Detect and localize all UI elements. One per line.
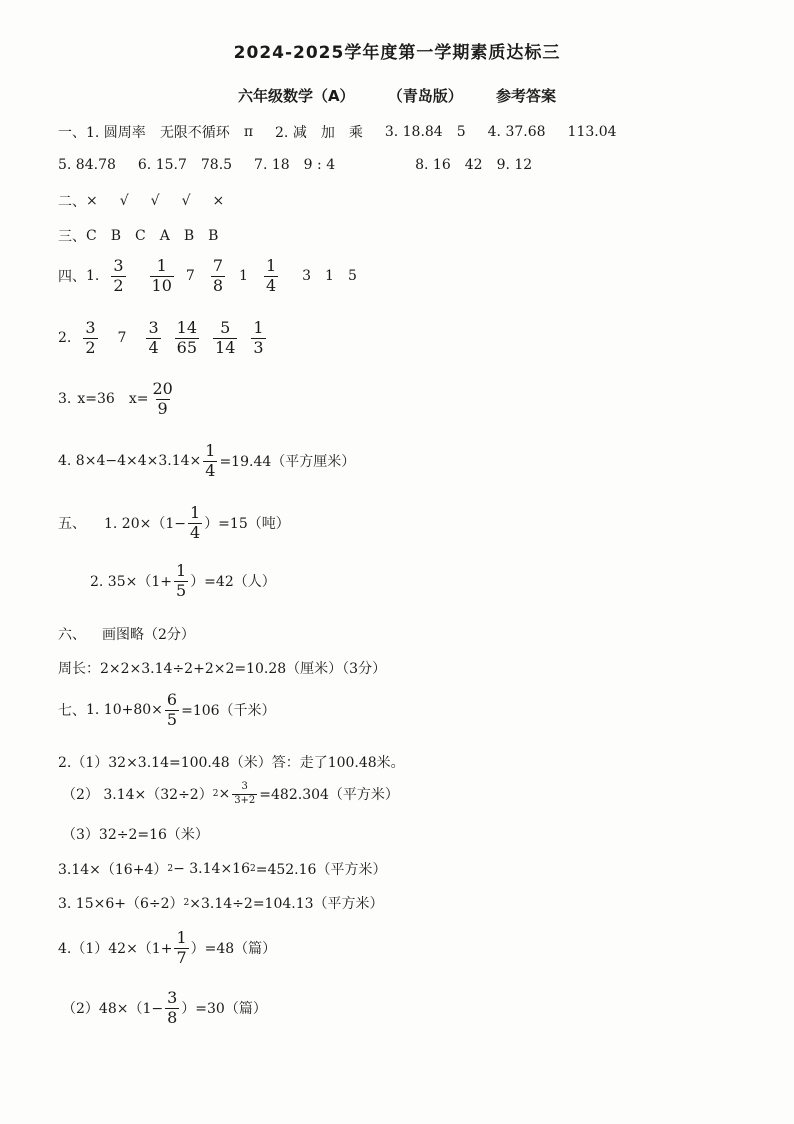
section-4-label: 四、 [58, 269, 86, 286]
answer-item: 9. 12 [496, 157, 533, 173]
section-1-label: 一、 [58, 125, 86, 141]
section-5-q2 [90, 563, 276, 600]
formula-part: =452.16（平方米） [255, 862, 387, 878]
judgement-mark: √ [181, 193, 191, 209]
fraction: $\frac{1}{4}$ [205, 441, 216, 480]
section-2-label: 二、 [58, 194, 86, 210]
section-7-q2c [62, 824, 209, 844]
section-3-label: 三、 [58, 229, 86, 245]
fraction: $\frac{1}{4}$ [265, 256, 277, 295]
choice-letter: C [86, 228, 97, 244]
section-7-q2d [58, 859, 386, 879]
fraction: $\frac{14}{65}$ [176, 318, 198, 357]
section-6-line-1 [58, 624, 195, 644]
fraction: $\frac{3}{8}$ [167, 988, 178, 1027]
section-5-label: 五、 [58, 516, 86, 533]
fraction: $\frac{1}{10}$ [151, 256, 172, 295]
section-1-line-1 [58, 122, 631, 142]
answer-item: 1. 圆周率 [86, 125, 146, 141]
subtitle-edition: （青岛版） [387, 87, 463, 105]
fraction: $\frac{1}{3}$ [253, 318, 264, 357]
section-7-q4a [58, 930, 276, 967]
section-7-q4b [62, 990, 267, 1027]
section-4-q1 [58, 258, 371, 295]
formula-part: ）=30（篇） [181, 1001, 267, 1018]
choice-letter: B [183, 228, 195, 244]
section-7-q1 [58, 692, 276, 729]
answer-item: 加 [320, 125, 335, 141]
answer-item: 2. 减 [275, 125, 307, 141]
formula-part: =19.44（平方厘米） [219, 454, 356, 471]
answer-item: 5 [456, 124, 466, 140]
section-7-q2b [62, 782, 399, 806]
answer-item: 113.04 [567, 124, 617, 140]
section-3-line [58, 226, 232, 246]
formula-part: ×3.14÷2=104.13（平方米） [189, 896, 384, 912]
formula-part: ）=15（吨） [204, 516, 290, 533]
fraction: $\frac{5}{14}$ [215, 318, 236, 357]
section-7-q2a [58, 752, 405, 772]
fraction: $\frac{20}{9}$ [152, 379, 173, 418]
choice-letter: B [208, 228, 219, 244]
answer-item: 5 [347, 268, 357, 285]
section-4-q4 [58, 443, 355, 480]
formula-part: × [218, 786, 231, 802]
formula-part: 4. 8×4−4×4×3.14× [58, 453, 202, 470]
question-number: 1. [86, 268, 100, 285]
formula-part: − 3.14×16 [173, 861, 250, 877]
answer-item: 7. 18 [254, 157, 290, 173]
fraction: $\frac{7}{8}$ [212, 256, 224, 295]
judgement-mark: × [212, 193, 225, 209]
section-5-q1 [58, 505, 290, 542]
fraction: $\frac{3}{2}$ [85, 318, 96, 357]
question-number: 2. [58, 330, 72, 347]
document-subtitle [0, 85, 794, 106]
answer-item: 4. 37.68 [487, 124, 546, 140]
fraction: $\frac{3}{3+2}$ [234, 781, 256, 806]
section-6-label: 六、 [58, 627, 86, 643]
answer-item: 乘 [348, 125, 363, 141]
answer-item: 3. 18.84 [384, 124, 443, 140]
answer-item: 78.5 [200, 157, 233, 173]
exponent: 2 [212, 789, 219, 799]
formula-part: （2） 3.14×（32÷2） [62, 787, 213, 803]
answer-item: 7 [117, 330, 127, 347]
answer-item: 无限不循环 [159, 125, 230, 141]
answer-item: 9 : 4 [303, 157, 336, 173]
section-4-q3 [58, 381, 177, 418]
subtitle-answers: 参考答案 [496, 87, 557, 105]
section-2-line [58, 191, 238, 211]
answer-item: 1 [239, 268, 248, 285]
fraction: $\frac{6}{5}$ [166, 690, 178, 729]
answer-text: （3）32÷2=16（米） [62, 827, 209, 843]
judgement-mark: × [86, 193, 98, 209]
exponent: 2 [250, 864, 256, 874]
answer-item: 3 [302, 268, 312, 285]
formula-part: 4.（1）42×（1+ [58, 941, 173, 958]
question-number: 3. [58, 391, 72, 408]
formula-part: 3. 15×6+（6÷2） [58, 896, 184, 912]
section-1-line-2 [58, 157, 546, 173]
formula-part: （2）48×（1− [62, 1001, 164, 1018]
formula-part: =482.304（平方米） [259, 787, 399, 803]
answer-item: 6. 15.7 [137, 157, 187, 173]
fraction: $\frac{3}{4}$ [148, 318, 159, 357]
answer-item: 42 [464, 157, 483, 173]
formula-part: 3.14×（16+4） [58, 862, 168, 878]
fraction: $\frac{1}{4}$ [190, 503, 201, 542]
answer-item: x=36 [77, 391, 115, 408]
formula-part: 2. 35×（1+ [90, 574, 172, 591]
answer-item: π [243, 124, 254, 140]
answer-text: 2.（1）32×3.14=100.48（米）答：走了100.48米。 [58, 755, 405, 771]
answer-item: 5. 84.78 [58, 157, 116, 173]
formula-part: =106（千米） [181, 703, 276, 720]
choice-letter: A [159, 228, 170, 244]
subtitle-grade: 六年级数学（A） [237, 87, 355, 105]
section-4-q2 [58, 320, 268, 357]
answer-item: 7 [185, 268, 195, 285]
answer-text: 周长：2×2×3.14÷2+2×2=10.28（厘米）（3分） [58, 661, 387, 677]
answer-item: x= [128, 391, 149, 408]
formula-part: ）=42（人） [190, 574, 276, 591]
judgement-mark: √ [119, 193, 129, 209]
fraction: $\frac{3}{2}$ [113, 256, 124, 295]
section-7-q3 [58, 893, 384, 913]
answer-text: 画图略（2分） [102, 627, 195, 643]
choice-letter: B [110, 228, 122, 244]
exponent: 2 [183, 898, 190, 908]
exponent: 2 [167, 864, 174, 874]
section-7-label: 七、 [58, 703, 86, 720]
fraction: $\frac{1}{7}$ [176, 928, 187, 967]
section-6-line-2 [58, 658, 386, 678]
document-title: 2024-2025学年度第一学期素质达标三 [233, 43, 561, 63]
formula-part: 1. 10+80× [86, 702, 163, 719]
formula-part: ）=48（篇） [190, 941, 277, 958]
choice-letter: C [135, 228, 146, 244]
judgement-mark: √ [150, 193, 160, 209]
answer-item: 8. 16 [415, 157, 451, 173]
answer-item: 1 [325, 268, 334, 285]
fraction: $\frac{1}{5}$ [176, 561, 187, 600]
formula-part: 1. 20×（1− [104, 516, 186, 533]
